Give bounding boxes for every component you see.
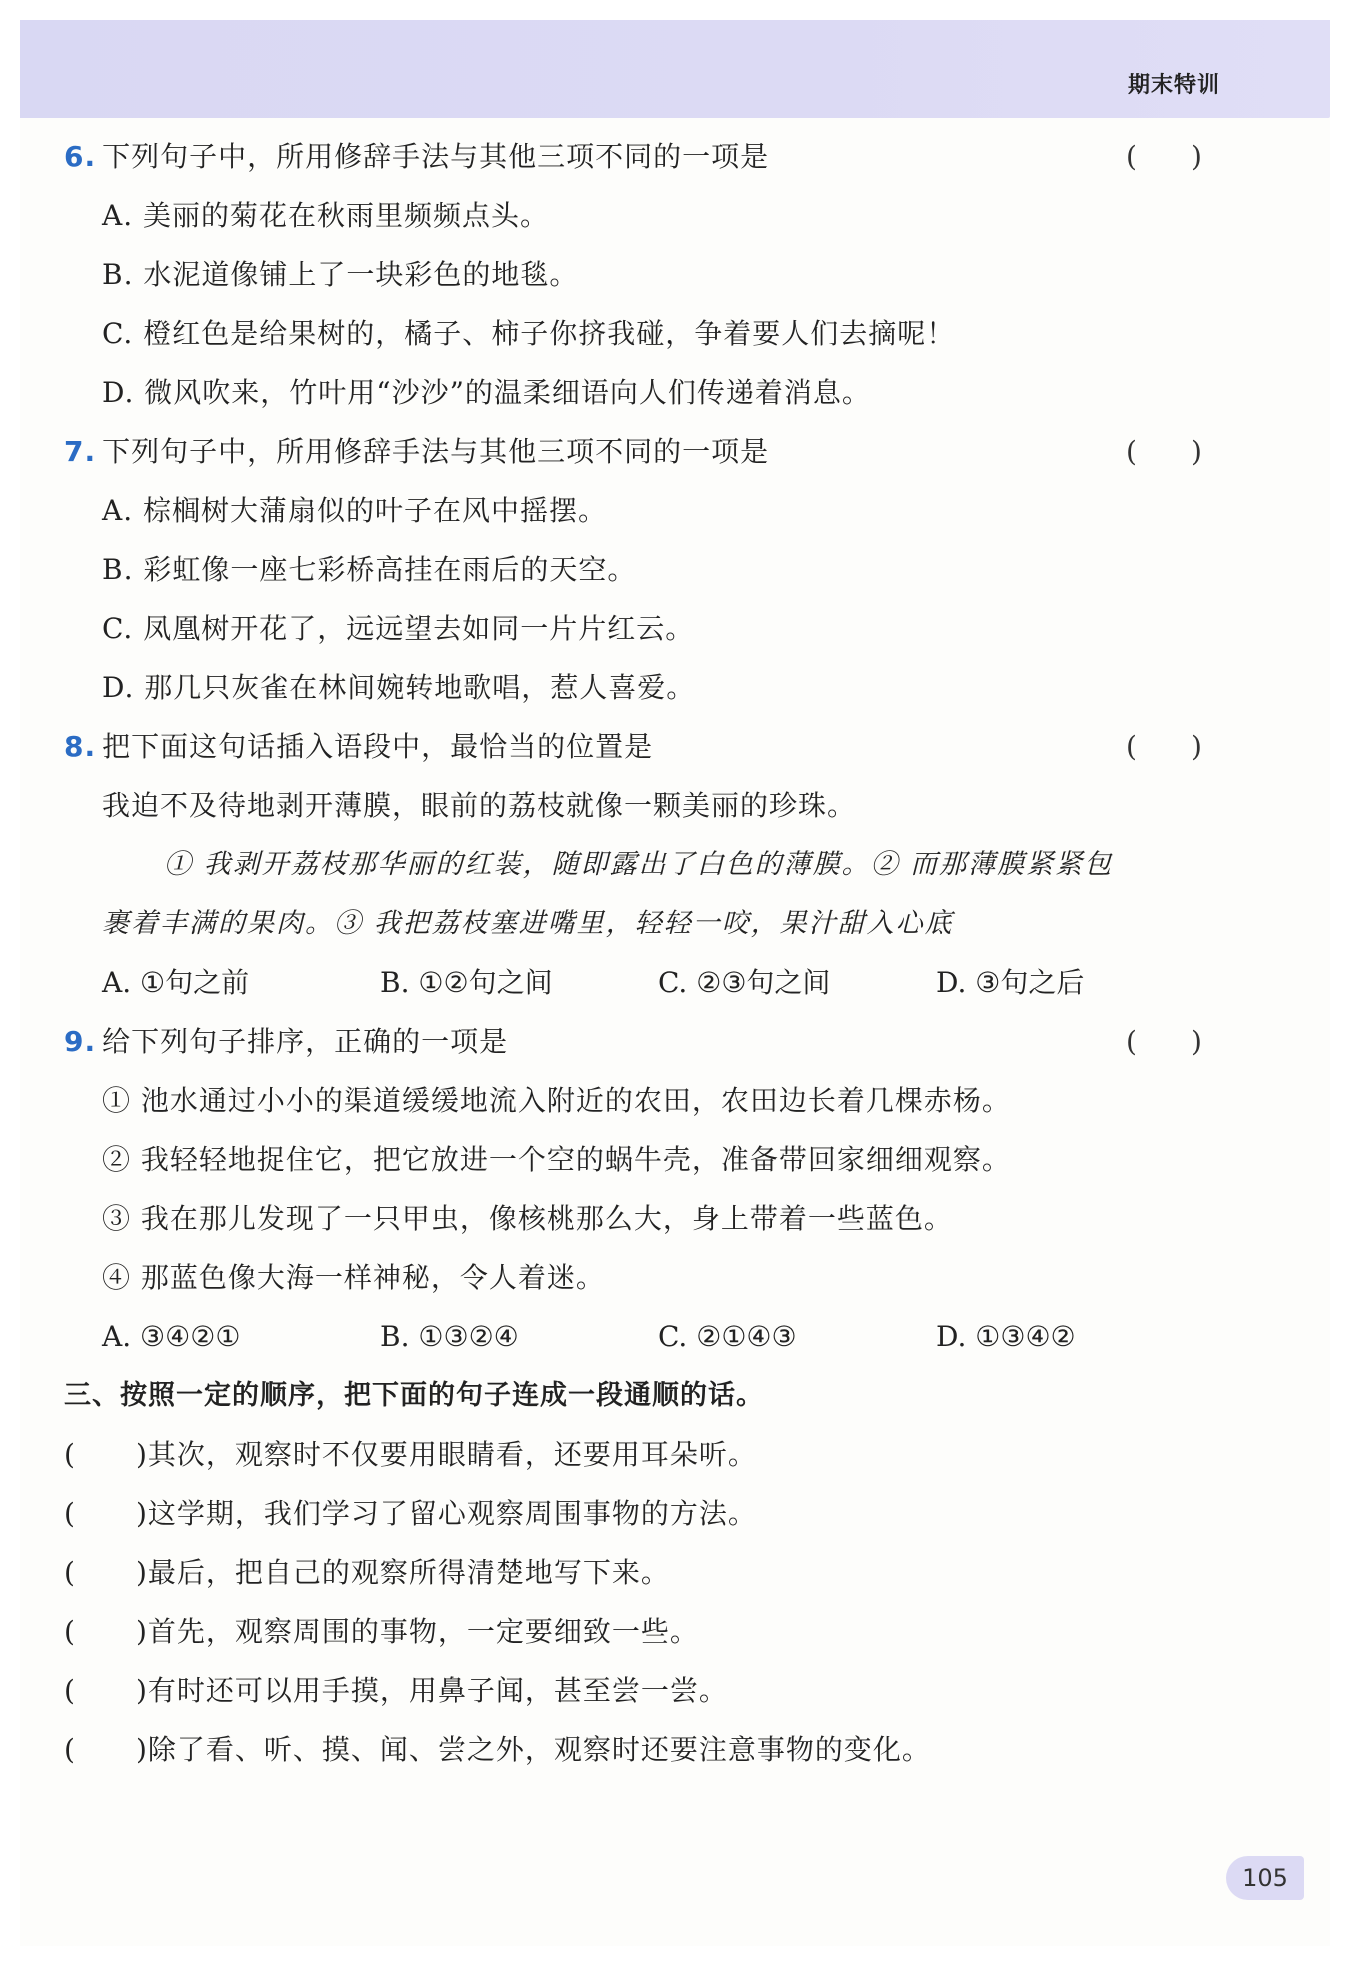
q6-option-c: C. 橙红色是给果树的，橘子、柿子你挤我碰，争着要人们去摘呢！ <box>102 317 956 350</box>
q7-paren-open: ( <box>1126 435 1137 468</box>
order-blank-5[interactable]: ( ) <box>64 1674 148 1707</box>
q6-option-a: A. 美丽的菊花在秋雨里频频点头。 <box>102 199 550 232</box>
q6-option-d: D. 微风吹来，竹叶用“沙沙”的温柔细语向人们传递着消息。 <box>102 376 871 409</box>
q8-paren-open: ( <box>1126 730 1137 763</box>
section3-item-5 <box>64 1671 728 1711</box>
header-title: 期末特训 <box>1127 73 1220 98</box>
q6-option-b: B. 水泥道像铺上了一块彩色的地毯。 <box>102 258 579 291</box>
q8-sentence: 我迫不及待地剥开薄膜，眼前的荔枝就像一颗美丽的珍珠。 <box>102 789 857 822</box>
q9-stem-line <box>64 1022 508 1062</box>
q6-answer-blank[interactable] <box>1126 137 1202 177</box>
q7-option-c: C. 凤凰树开花了，远远望去如同一片片红云。 <box>102 612 695 645</box>
q7-stem-line <box>64 432 769 472</box>
section3-item-text-4: 首先，观察周围的事物，一定要细致一些。 <box>147 1615 699 1648</box>
q8-number: 8. <box>64 730 97 763</box>
q9-sentence-4: ④ 那蓝色像大海一样神秘，令人着迷。 <box>102 1261 605 1294</box>
q9-sentence-1: ① 池水通过小小的渠道缓缓地流入附近的农田，农田边长着几棵赤杨。 <box>102 1084 1011 1117</box>
q7-number: 7. <box>64 435 97 468</box>
q6-paren-close: ) <box>1190 140 1202 173</box>
q7-option-a: A. 棕榈树大蒲扇似的叶子在风中摇摆。 <box>102 494 608 527</box>
q6-number: 6. <box>64 140 97 173</box>
q7-stem: 下列句子中，所用修辞手法与其他三项不同的一项是 <box>102 435 770 468</box>
q8-option-b: B. ①②句之间 <box>380 966 553 999</box>
q8-stem: 把下面这句话插入语段中，最恰当的位置是 <box>102 730 654 763</box>
q8-option-c: C. ②③句之间 <box>658 966 831 999</box>
section3-item-4 <box>64 1612 699 1652</box>
section3-item-text-6: 除了看、听、摸、闻、尝之外，观察时还要注意事物的变化。 <box>147 1733 931 1766</box>
q8-paren-close: ) <box>1190 730 1202 763</box>
q9-answer-blank[interactable] <box>1126 1022 1202 1062</box>
q9-sentence-2: ② 我轻轻地捉住它，把它放进一个空的蜗牛壳，准备带回家细细观察。 <box>102 1143 1011 1176</box>
page-number: 105 <box>1226 1856 1304 1900</box>
q6-stem-line <box>64 137 769 177</box>
order-blank-1[interactable]: ( ) <box>64 1438 148 1471</box>
q9-paren-open: ( <box>1126 1025 1137 1058</box>
order-blank-4[interactable]: ( ) <box>64 1615 148 1648</box>
q8-answer-blank[interactable] <box>1126 727 1202 767</box>
q8-passage-line-1: ① 我剥开荔枝那华丽的红装，随即露出了白色的薄膜。② 而那薄膜紧紧包 <box>164 849 1114 880</box>
q6-paren-open: ( <box>1126 140 1137 173</box>
q8-option-a: A. ①句之前 <box>102 966 250 999</box>
q7-answer-blank[interactable] <box>1126 432 1202 472</box>
section3-item-text-3: 最后，把自己的观察所得清楚地写下来。 <box>147 1556 670 1589</box>
section3-item-1 <box>64 1435 757 1475</box>
section3-item-text-5: 有时还可以用手摸，用鼻子闻，甚至尝一尝。 <box>147 1674 728 1707</box>
section3-title: 三、按照一定的顺序，把下面的句子连成一段通顺的话。 <box>64 1380 764 1411</box>
section3-item-text-1: 其次，观察时不仅要用眼睛看，还要用耳朵听。 <box>147 1438 757 1471</box>
q8-stem-line <box>64 727 653 767</box>
order-blank-3[interactable]: ( ) <box>64 1556 148 1589</box>
q9-option-b: B. ①③②④ <box>380 1320 519 1353</box>
q9-option-c: C. ②①④③ <box>658 1320 797 1353</box>
q7-paren-close: ) <box>1190 435 1202 468</box>
q9-option-d: D. ①③④② <box>936 1320 1076 1353</box>
section3-item-6 <box>64 1730 931 1770</box>
q8-passage-line-2: 裹着丰满的果肉。③ 我把荔枝塞进嘴里，轻轻一咬，果汁甜入心底 <box>102 908 954 939</box>
section3-item-2 <box>64 1494 757 1534</box>
q9-sentence-3: ③ 我在那儿发现了一只甲虫，像核桃那么大，身上带着一些蓝色。 <box>102 1202 953 1235</box>
q9-paren-close: ) <box>1190 1025 1202 1058</box>
q8-option-d: D. ③句之后 <box>936 966 1085 999</box>
q9-option-a: A. ③④②① <box>102 1320 241 1353</box>
q7-option-d: D. 那几只灰雀在林间婉转地歌唱，惹人喜爱。 <box>102 671 696 704</box>
section3-item-text-2: 这学期，我们学习了留心观察周围事物的方法。 <box>147 1497 757 1530</box>
order-blank-2[interactable]: ( ) <box>64 1497 148 1530</box>
q9-stem: 给下列句子排序，正确的一项是 <box>102 1025 509 1058</box>
q6-stem: 下列句子中，所用修辞手法与其他三项不同的一项是 <box>102 140 770 173</box>
order-blank-6[interactable]: ( ) <box>64 1733 148 1766</box>
q7-option-b: B. 彩虹像一座七彩桥高挂在雨后的天空。 <box>102 553 637 586</box>
section3-item-3 <box>64 1553 670 1593</box>
q9-number: 9. <box>64 1025 97 1058</box>
